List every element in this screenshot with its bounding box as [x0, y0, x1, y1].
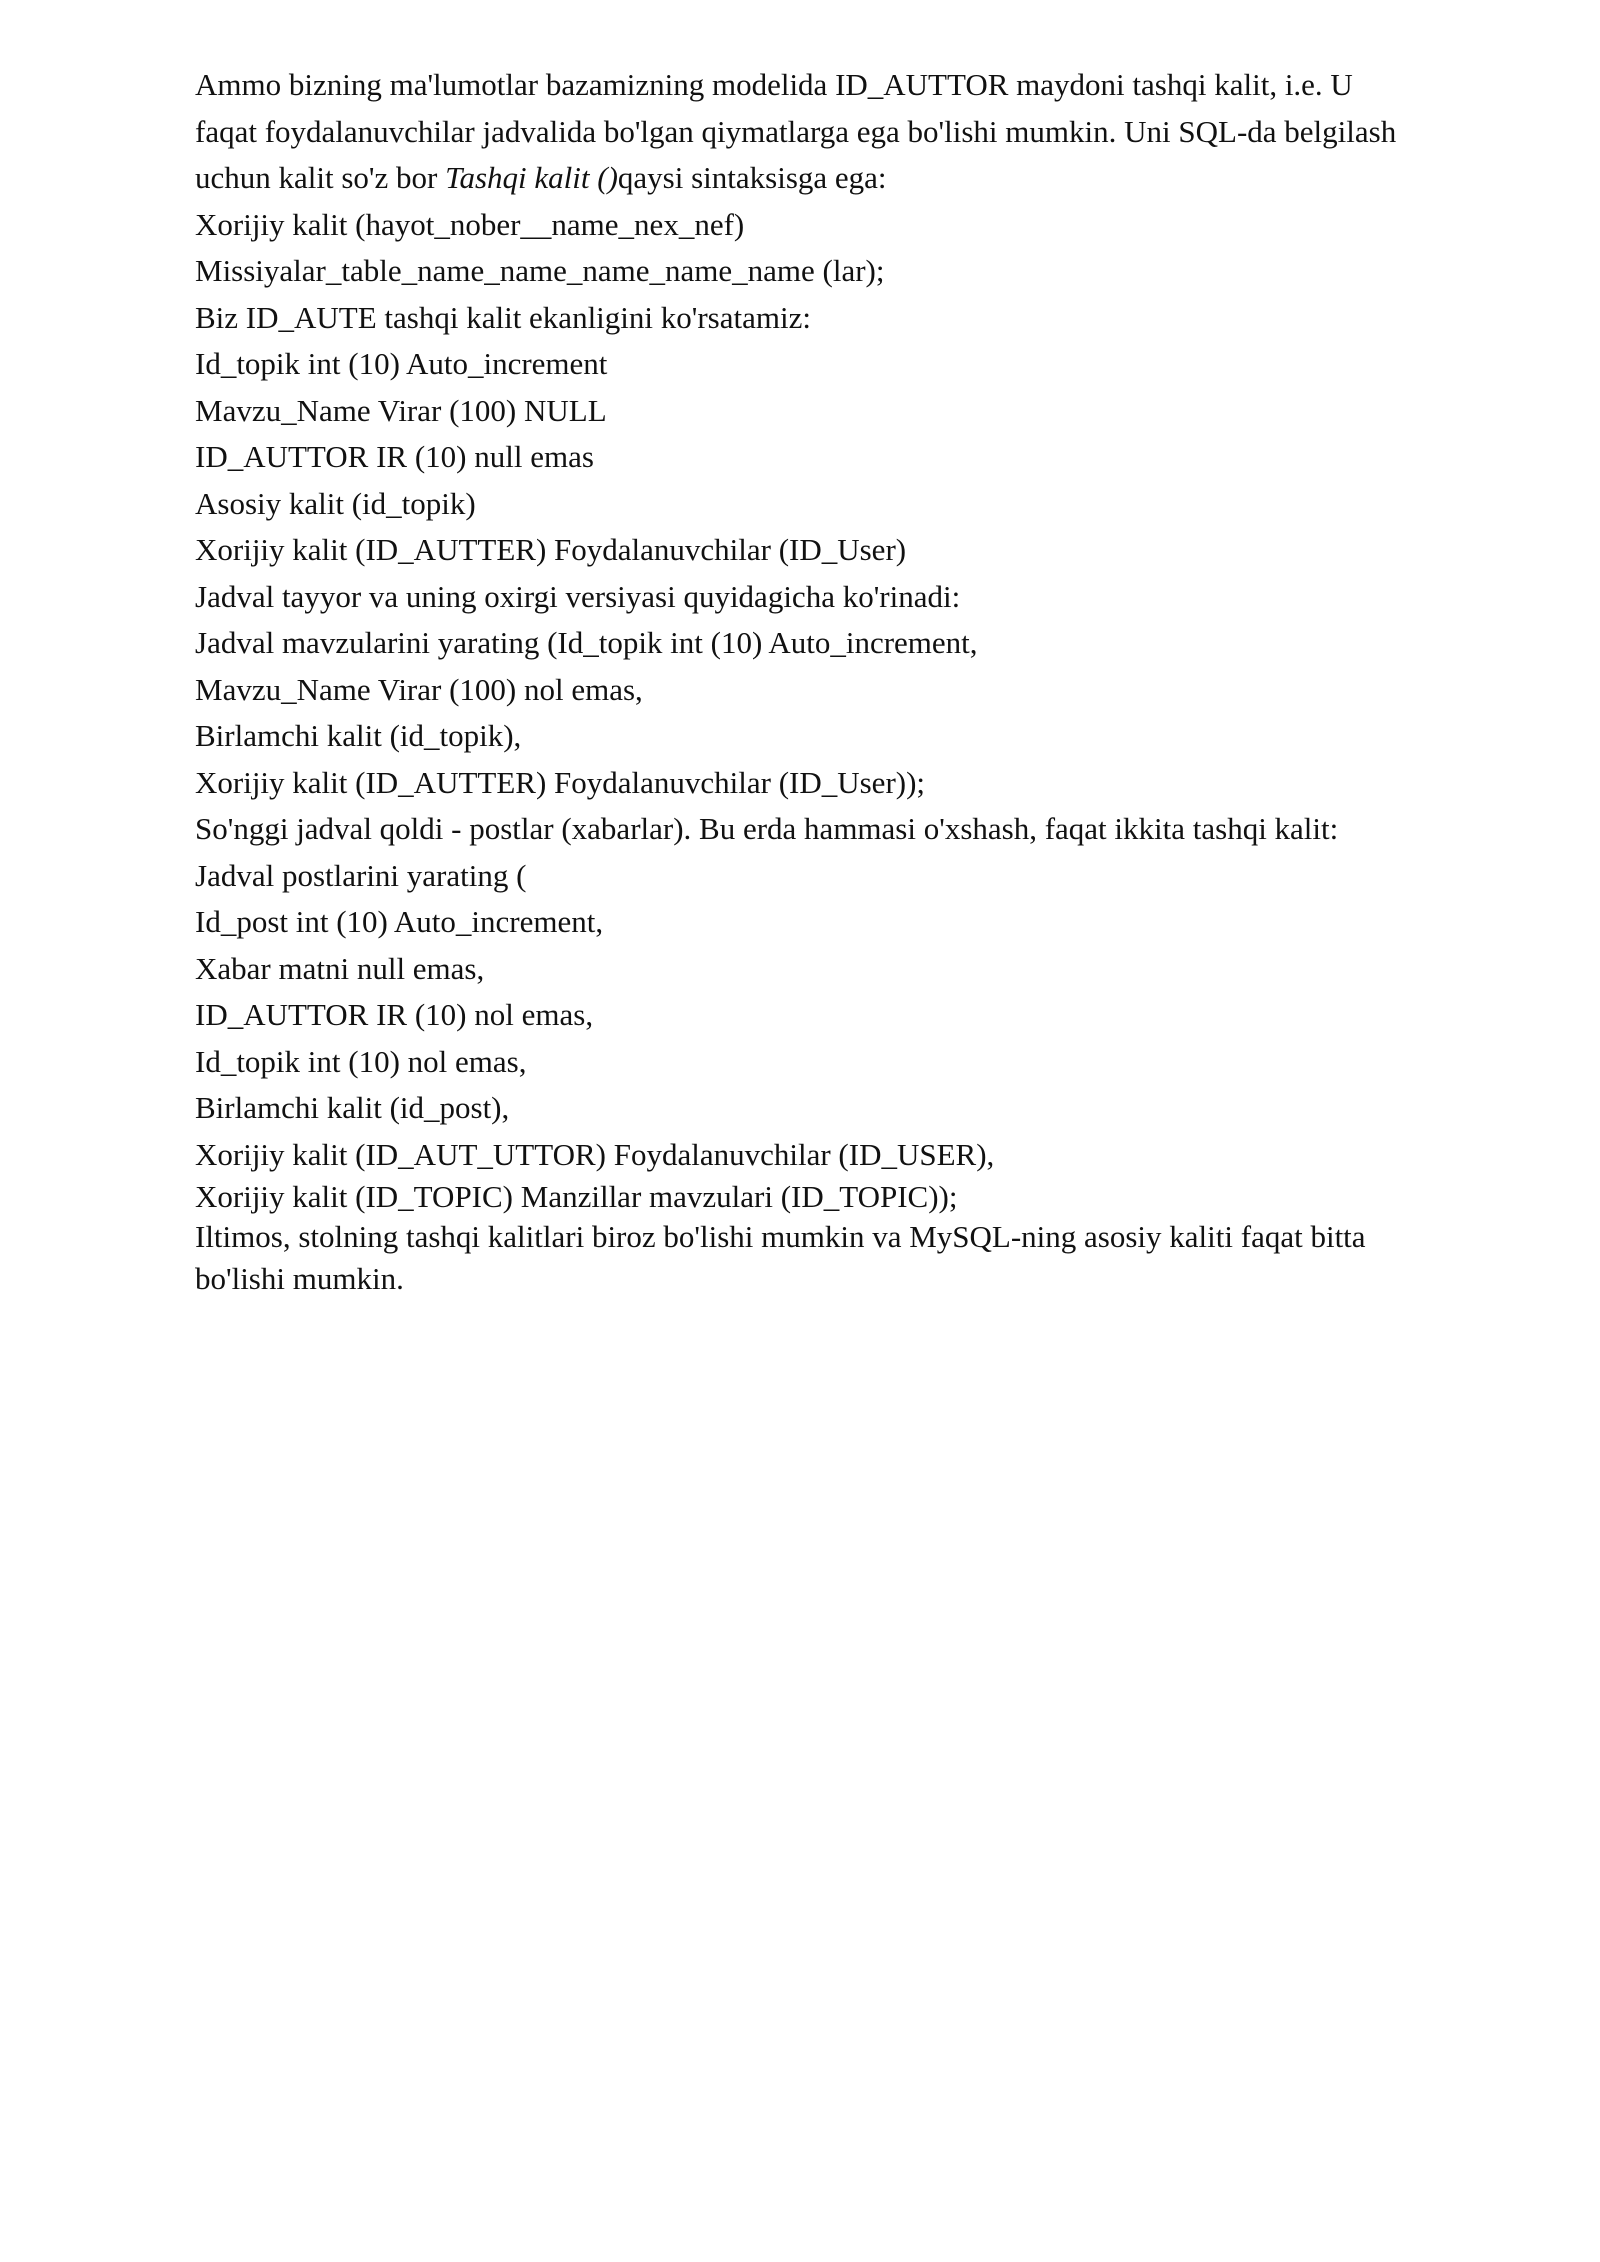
text-line: So'nggi jadval qoldi - postlar (xabarlar). Bu erda hammasi o'xshash, faqat ikkita tashqi kalit: [195, 811, 1339, 846]
text-line: ID_AUTTOR IR (10) nol emas, [195, 997, 594, 1032]
closing-paragraph: Iltimos, stolning tashqi kalitlari biroz bo'lishi mumkin va MySQL-ning asosiy kaliti faqat bitta bo'lishi mumkin. [195, 1219, 1366, 1296]
document-body [195, 62, 1415, 1300]
intro-text: Ammo bizning ma'lumotlar bazamizning modelida ID_AUTTOR maydoni tashqi kalit, i.e. U faqat foydalanuvchilar jadvalida bo'lgan qiymatlarga ega bo'lishi mumkin. Uni SQL-da belgilash uchun kalit so'z bor [195, 67, 1397, 195]
intro-text-end: qaysi sintaksisga ega: [617, 160, 887, 195]
text-line: Xorijiy kalit (hayot_nober__name_nex_nef) [195, 206, 745, 242]
text-line: Jadval postlarini yarating ( [195, 857, 527, 893]
text-line: Xorijiy kalit (ID_AUTTER) Foydalanuvchilar (ID_User) [195, 532, 907, 567]
intro-italic-term: Tashqi kalit () [445, 160, 618, 195]
text-line: Mavzu_Name Virar (100) NULL [195, 392, 607, 428]
text-line: Missiyalar_table_name_name_name_name_name (lar); [195, 253, 885, 288]
text-line: Xorijiy kalit (ID_AUTTER) Foydalanuvchilar (ID_User)); [195, 764, 926, 800]
text-line: ID_AUTTOR IR (10) null emas [195, 439, 594, 474]
text-line: Xabar matni null emas, [195, 950, 485, 986]
text-line: Mavzu_Name Virar (100) nol emas, [195, 671, 643, 707]
text-line: Birlamchi kalit (id_post), [195, 1090, 510, 1125]
text-line: Birlamchi kalit (id_topik), [195, 718, 522, 753]
text-line: Jadval tayyor va uning oxirgi versiyasi quyidagicha ko'rinadi: [195, 578, 961, 614]
text-line: Id_topik int (10) Auto_increment [195, 346, 608, 381]
text-line: Asosiy kalit (id_topik) [195, 485, 476, 521]
intro-paragraph [195, 62, 1415, 202]
text-line: Xorijiy kalit (ID_AUT_UTTOR) Foydalanuvchilar (ID_USER), [195, 1136, 995, 1172]
text-line: Biz ID_AUTE tashqi kalit ekanligini ko'rsatamiz: [195, 299, 811, 335]
text-line: Id_topik int (10) nol emas, [195, 1043, 527, 1079]
text-line: Jadval mavzularini yarating (Id_topik int (10) Auto_increment, [195, 625, 978, 660]
text-line: Xorijiy kalit (ID_TOPIC) Manzillar mavzulari (ID_TOPIC)); [195, 1179, 958, 1214]
text-line: Id_post int (10) Auto_increment, [195, 904, 604, 939]
